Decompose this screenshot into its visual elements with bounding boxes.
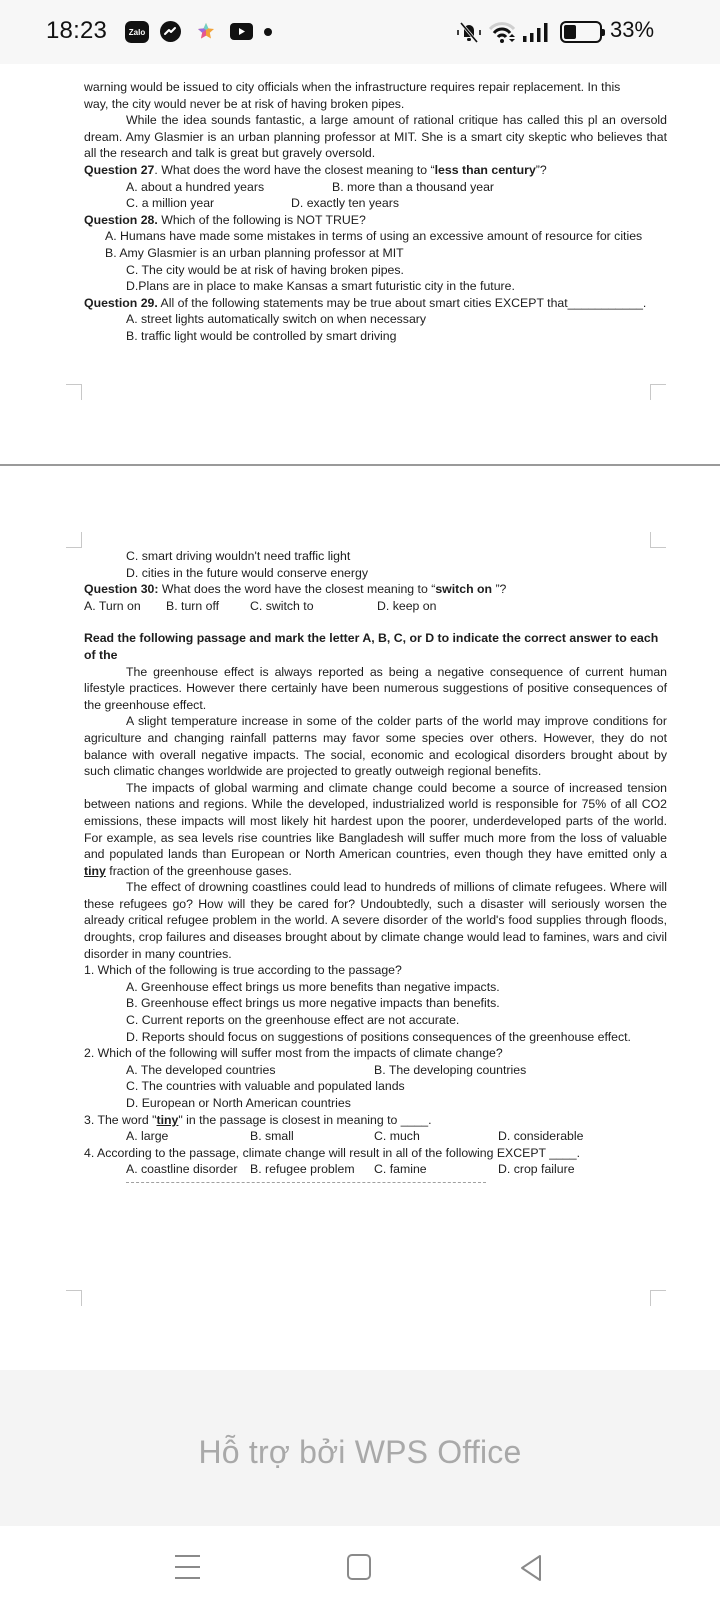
question-27 (84, 162, 667, 179)
crop-mark-bottom-right (650, 1290, 666, 1306)
option-c: C. a million year (126, 196, 215, 211)
option-row (84, 1062, 667, 1079)
option-d: D. cities in the future would conserve energy (126, 565, 368, 580)
spacer (84, 614, 667, 630)
crop-mark-top-left (66, 532, 82, 548)
partial-line (84, 79, 667, 96)
option-d: D. keep on (377, 598, 437, 613)
crop-mark-top-right (650, 532, 666, 548)
wps-banner-text: Hỗ trợ bởi WPS Office (198, 1433, 522, 1470)
text: fraction of the greenhouse gases. (105, 863, 292, 878)
crop-mark-bottom-left (66, 384, 82, 400)
mute-vibrate-icon (456, 19, 482, 50)
question-text: . What does the word have the closest meaning to “ (154, 162, 435, 177)
question-label: Question 28. (84, 212, 158, 227)
question-3 (84, 1112, 667, 1129)
back-triangle-icon (518, 1554, 544, 1582)
question-text: All of the following statements may be true about smart cities EXCEPT that___________. (157, 295, 647, 310)
question-29 (84, 295, 667, 312)
option-a: A. Turn on (84, 598, 141, 613)
option-row (84, 1128, 667, 1145)
question-label: Question 29. (84, 295, 158, 310)
option-b: B. Greenhouse effect brings us more negative impacts than benefits. (126, 996, 500, 1011)
reading-instruction: Read the following passage and mark the letter A, B, C, or D to indicate the correct answer to each of the (84, 631, 659, 662)
option-b: B. refugee problem (250, 1162, 355, 1177)
recent-apps-button[interactable] (175, 1554, 201, 1580)
star-app-icon (196, 21, 216, 46)
question-text: ”? (495, 582, 507, 597)
page-2-content (84, 548, 667, 1183)
option-a: A. The developed countries (126, 1062, 276, 1077)
option-c: C. The city would be at risk of having broken pipes. (126, 262, 404, 277)
zalo-label: Zalo (128, 27, 146, 37)
option-c: C. smart driving wouldn't need traffic light (126, 549, 351, 563)
question-28 (84, 212, 667, 229)
option-d: D. exactly ten years (291, 196, 399, 211)
option-b: B. turn off (166, 598, 220, 613)
wifi-icon (488, 20, 518, 49)
passage-paragraph-4: The effect of drowning coastlines could lead to hundreds of millions of climate refugees. Where will these refugees go? How will they be cared for? Undoubtedly, such a disaster will seriously worsen the already critical refugee problem in the world. A severe disorder of the world's food supplies through floods, droughts, crop failures and diseases brought about by climate change would lead to famines, wars and civil disorder in many countries. (84, 880, 667, 961)
option-d: D. Reports should focus on suggestions of positions consequences of the greenhouse effect. (126, 1029, 631, 1044)
option-c: C. The countries with valuable and populated lands (126, 1079, 405, 1094)
status-bar (0, 0, 720, 64)
passage-paragraph-3 (84, 780, 667, 880)
option-b: B. small (250, 1129, 294, 1144)
option-c: C. famine (374, 1162, 427, 1177)
keyword-tiny: tiny (84, 863, 106, 878)
option-a: A. Humans have made some mistakes in terms of using an excessive amount of resource for cities (105, 229, 643, 244)
text-line: way, the city would never be at risk of having broken pipes. (84, 96, 405, 111)
clock: 18:23 (46, 17, 108, 44)
text: 3. The word " (84, 1112, 157, 1127)
page-1-content (84, 80, 667, 345)
option-a: A. coastline disorder (126, 1162, 238, 1177)
question-1: 1. Which of the following is true according to the passage? (84, 963, 402, 978)
option-b: B. Amy Glasmier is an urban planning professor at MIT (105, 245, 404, 260)
passage-paragraph-1: The greenhouse effect is always reported as being a negative consequence of current human lifestyle practices. However there certainly have been numerous suggestions of positive consequences of the greenhouse effect. (84, 664, 667, 712)
option-c: C. much (374, 1129, 420, 1144)
option-d: D. considerable (498, 1129, 584, 1144)
signal-icon (522, 22, 550, 49)
question-text: Which of the following is NOT TRUE? (157, 212, 366, 227)
option-row (84, 598, 667, 615)
question-label: Question 30: (84, 582, 159, 597)
wps-office-banner[interactable] (0, 1370, 720, 1526)
keyword-tiny: tiny (156, 1112, 179, 1127)
option-a: A. Greenhouse effect brings us more benefits than negative impacts. (126, 979, 500, 994)
option-row (84, 179, 667, 196)
zalo-icon (125, 21, 149, 43)
paragraph: While the idea sounds fantastic, a large amount of rational critique has called this pl an oversold dream. Amy Glasmier is an urban planning professor at MIT. She is a smart city skeptic who believes that all the research and talk is great but gravely oversold. (84, 113, 667, 161)
option-d: D.Plans are in place to make Kansas a smart futuristic city in the future. (126, 279, 515, 294)
option-a: A. street lights automatically switch on when necessary (126, 312, 427, 327)
option-a: A. about a hundred years (126, 179, 265, 194)
option-a: A. large (126, 1129, 169, 1144)
youtube-icon (230, 23, 253, 40)
question-keyword: switch on (435, 582, 496, 597)
text: The impacts of global warming and climate change could become a source of increased tension between nations and regions. While the developed, industrialized world is responsible for 75% of all CO2 emissions, these impacts will most likely hit hardest upon the poorer, underdeveloped parts of the world. For example, as sea levels rise countries like Bangladesh will suffer much more from the loss of valuable and populated lands than European or North American countries, even though they have emitted only a (84, 780, 667, 862)
question-label: Question 27 (84, 162, 155, 177)
option-d: D. European or North American countries (126, 1096, 351, 1110)
text-line: warning would be issued to city officials when the infrastructure requires repair replacement. In this (84, 80, 621, 94)
battery-icon (560, 21, 602, 43)
option-b: B. The developing countries (374, 1062, 527, 1077)
question-keyword: less than century (434, 162, 536, 177)
page-separator (0, 464, 720, 466)
option-b: B. traffic light would be controlled by smart driving (126, 328, 397, 343)
question-text: ”? (535, 162, 547, 177)
question-30 (84, 581, 667, 598)
option-c: C. switch to (250, 598, 314, 613)
question-text: What does the word have the closest meaning to “ (158, 582, 436, 597)
option-row (84, 195, 667, 212)
question-4: 4. According to the passage, climate change will result in all of the following EXCEPT ____. (84, 1145, 581, 1160)
battery-percent: 33% (610, 17, 655, 42)
dashed-end-line (126, 1182, 486, 1183)
crop-mark-bottom-right (650, 384, 666, 400)
document-viewport[interactable] (0, 64, 720, 1370)
option-d: D. crop failure (498, 1162, 575, 1177)
messenger-icon (160, 21, 181, 42)
crop-mark-bottom-left (66, 1290, 82, 1306)
navigation-bar (0, 1526, 720, 1612)
option-c: C. Current reports on the greenhouse effect are not accurate. (126, 1013, 460, 1028)
back-button[interactable] (518, 1554, 544, 1580)
text: " in the passage is closest in meaning to ____. (178, 1112, 432, 1127)
question-2: 2. Which of the following will suffer most from the impacts of climate change? (84, 1046, 503, 1061)
option-b: B. more than a thousand year (332, 179, 495, 194)
passage-paragraph-2: A slight temperature increase in some of the colder parts of the world may improve conditions for agriculture and changing rainfall patterns may favor some species over others. However, they do not balance with overall negative impacts. The social, economic and ecological disorders brought about by such climatic changes worldwide are projected to greatly outweigh regional benefits. (84, 714, 667, 779)
option-row (84, 1161, 667, 1178)
more-notifications-dot-icon (264, 28, 272, 36)
home-button[interactable] (347, 1554, 371, 1580)
